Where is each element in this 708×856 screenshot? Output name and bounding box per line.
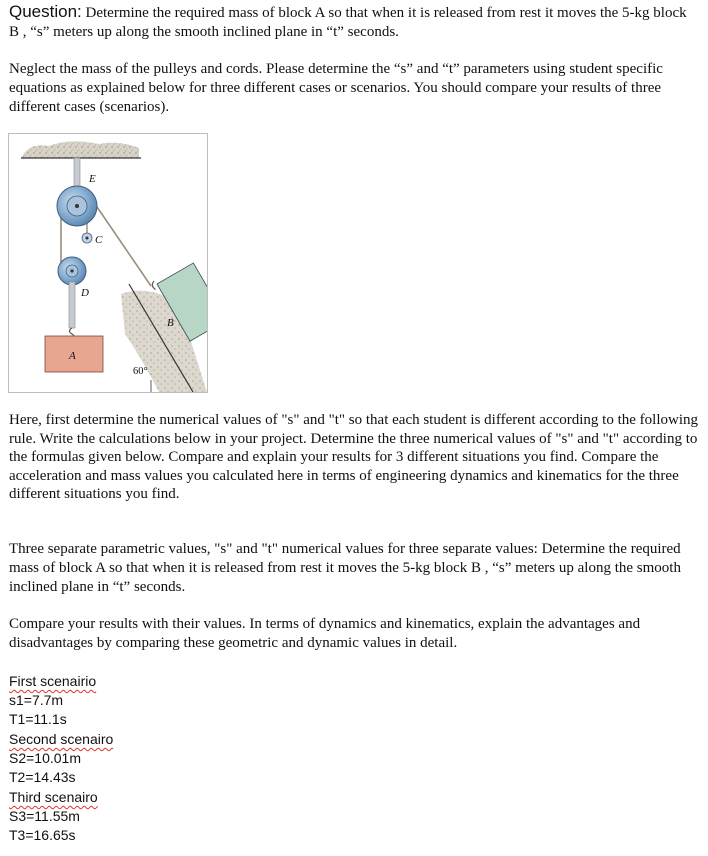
label-a: A bbox=[69, 350, 76, 362]
hanger-rod bbox=[69, 282, 75, 328]
label-d: D bbox=[81, 287, 89, 299]
label-b: B bbox=[167, 317, 174, 329]
label-e: E bbox=[89, 173, 96, 185]
neglect-paragraph: Neglect the mass of the pulleys and cords. Please determine the “s” and “t” parameters using student specific equations as explained below for three different cases or scenarios. You should compare your results of three different cases (scenarios). bbox=[9, 61, 663, 115]
pulley-e-pin bbox=[75, 204, 79, 208]
scenario-2-title bbox=[9, 730, 113, 749]
scenario-2-distance: S2=10.01m bbox=[9, 750, 81, 766]
pulley-figure bbox=[8, 133, 208, 393]
pulley-diagram bbox=[9, 134, 207, 392]
cord-to-b bbox=[95, 204, 151, 286]
question-paragraph bbox=[9, 2, 699, 42]
pulley-c-pin bbox=[86, 237, 89, 240]
scenario-3-distance: S3=11.55m bbox=[9, 808, 80, 824]
scenario-1-time: T1=11.1s bbox=[9, 711, 67, 727]
instructions-paragraph: Here, first determine the numerical values of "s" and "t" so that each student is different according to the following rule. Write the calculations below in your project. Determine the three numerical values of "s" and "t" according to the formulas given below. Compare and explain your results for 3 different situations you find. Compare the acceleration and mass values you calculated here in terms of engineering dynamics and kinematics for the three different situations you find. bbox=[9, 412, 699, 503]
scenario-2-title-text: Second scenairo bbox=[9, 731, 114, 747]
ceiling-hatch bbox=[21, 141, 139, 158]
scenario-1-title bbox=[9, 672, 96, 691]
scenario-2-time: T2=14.43s bbox=[9, 769, 76, 785]
angle-label: 60° bbox=[133, 366, 148, 377]
scenario-1-title-text: First scenairio bbox=[9, 673, 97, 689]
label-c: C bbox=[95, 234, 103, 246]
compare-paragraph: Compare your results with their values. In terms of dynamics and kinematics, explain the advantages and disadvantages by comparing these geometric and dynamic values in detail. bbox=[9, 616, 641, 651]
scenario-3-time: T3=16.65s bbox=[9, 827, 76, 843]
parametric-paragraph: Three separate parametric values, "s" and "t" numerical values for three separate values: Determine the required mass of block A so that when it is released from rest it moves the 5-kg block B , “s” meters up along the smooth inclined plane in “t” seconds. bbox=[9, 541, 681, 595]
scenario-1-distance: s1=7.7m bbox=[9, 692, 64, 708]
hook-b bbox=[151, 281, 158, 290]
question-text: Determine the required mass of block A so that when it is released from rest it moves the 5-kg block B , “s” meters up along the smooth inclined plane in “t” seconds. bbox=[9, 5, 687, 40]
question-label: Question: bbox=[9, 2, 82, 21]
scenario-3-title-text: Third scenairo bbox=[9, 789, 98, 805]
pulley-d-pin bbox=[70, 269, 73, 272]
scenario-3-title bbox=[9, 788, 98, 807]
